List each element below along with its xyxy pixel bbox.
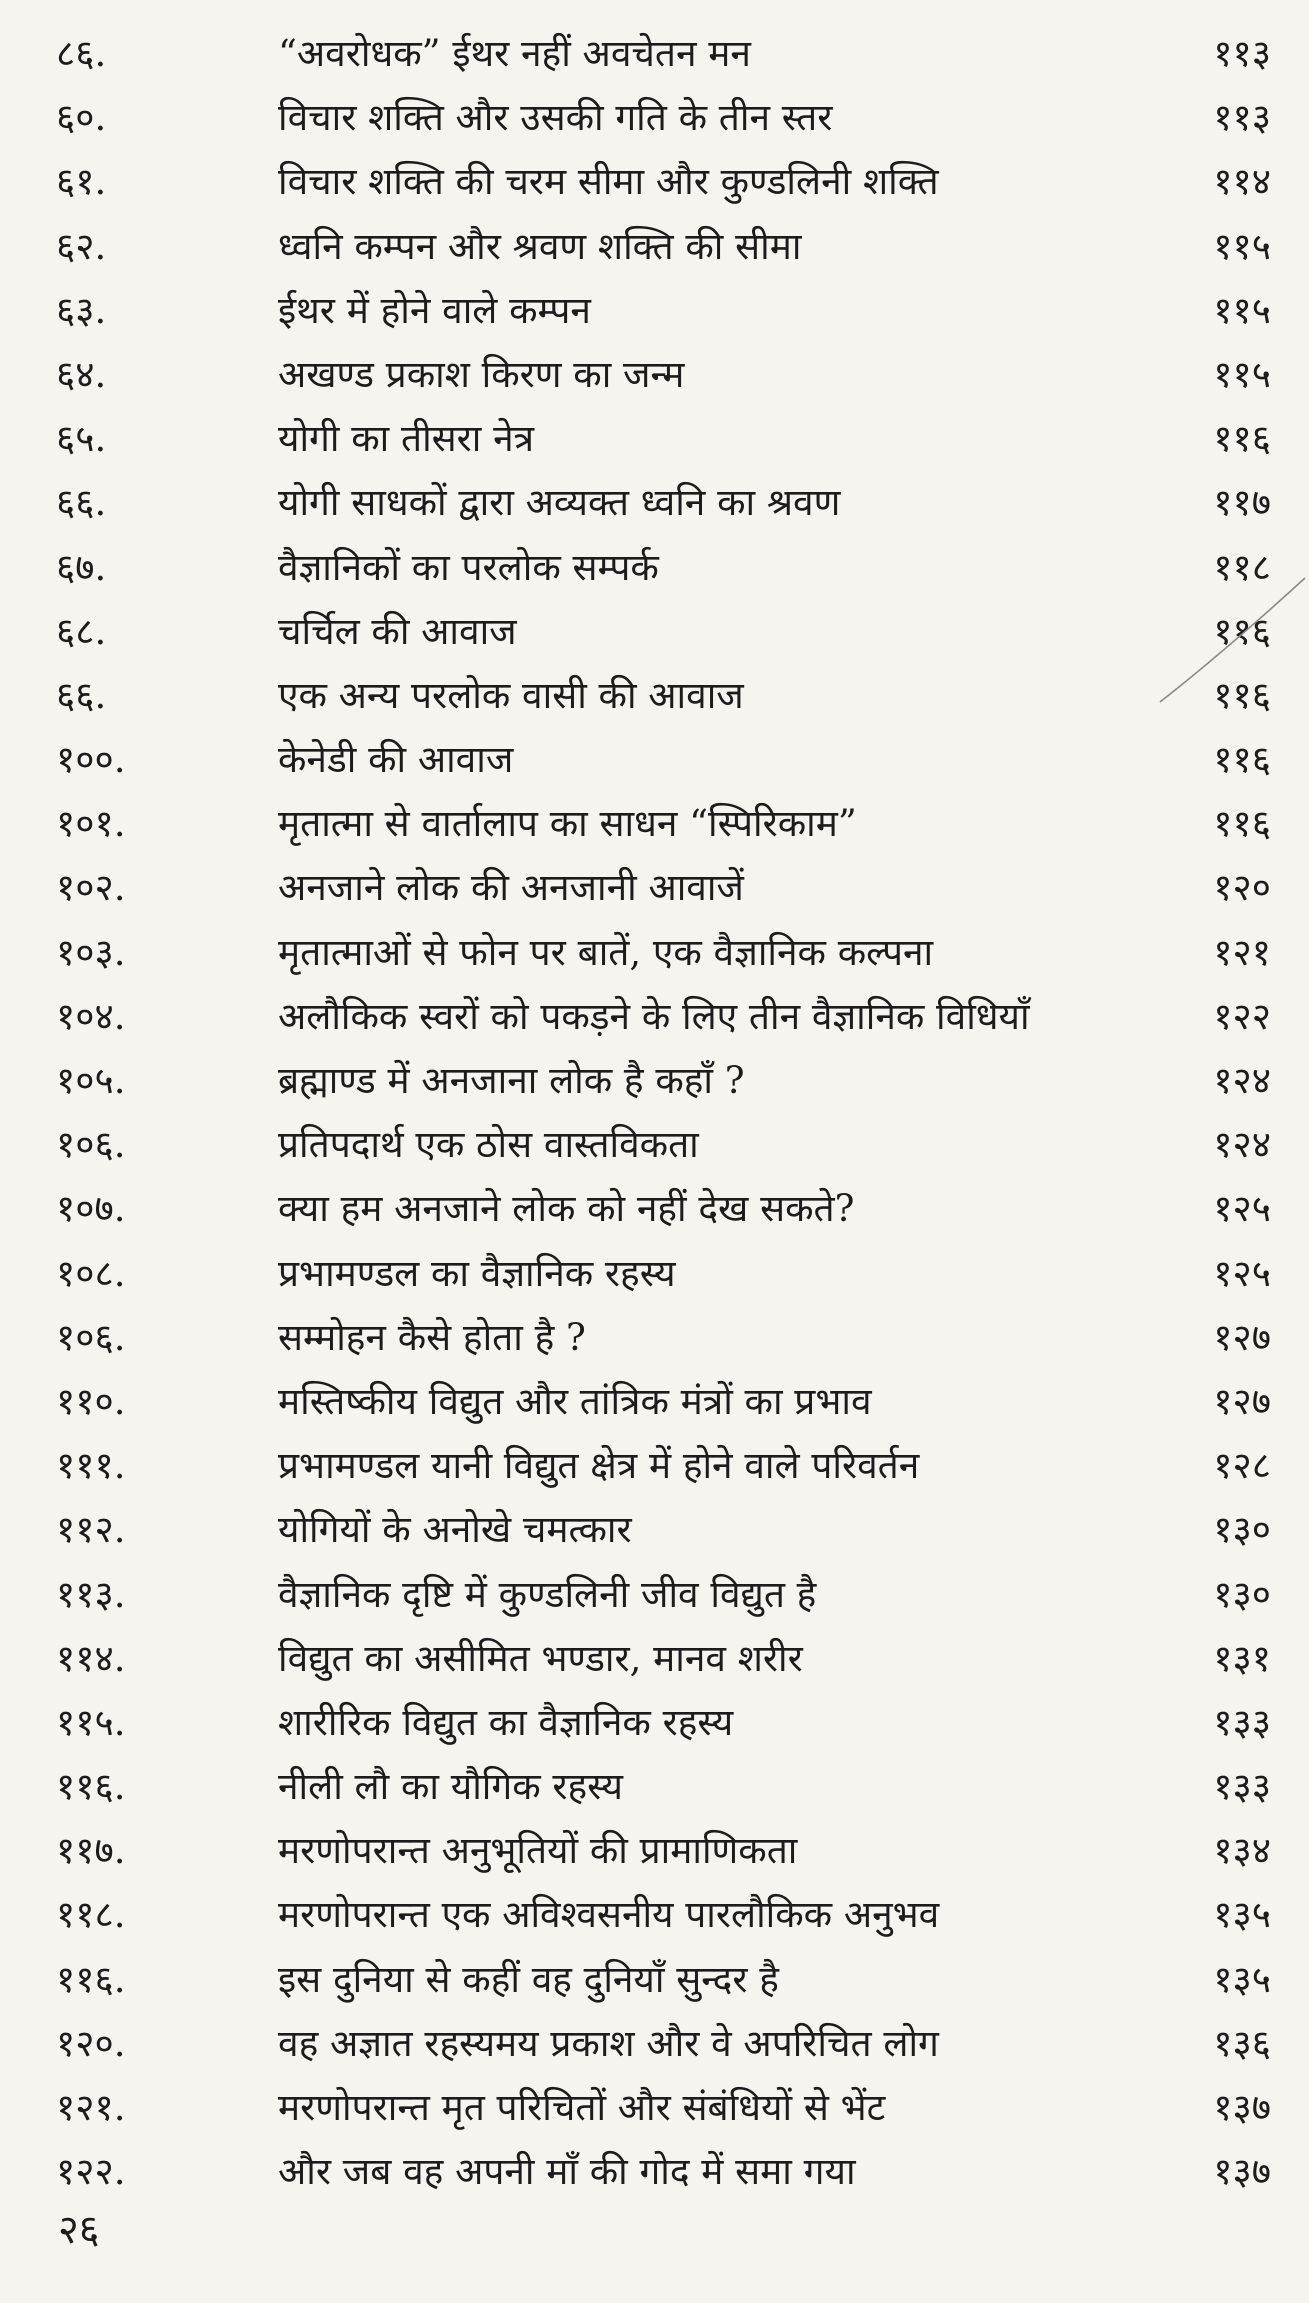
toc-entry	[0, 600, 1309, 664]
toc-entry-number: १२१.	[56, 2086, 126, 2129]
toc-entry-number: १०६.	[56, 1123, 126, 1167]
toc-entry-number: ६२.	[56, 224, 107, 268]
toc-entry-number: ११२.	[56, 1508, 126, 1552]
toc-entry	[0, 22, 1309, 86]
toc-entry-title: नीली लौ का यौगिक रहस्य	[278, 1765, 624, 1809]
toc-entry-page-number: ११५	[1213, 352, 1271, 396]
toc-entry	[0, 1819, 1309, 1883]
toc-entry-number: ६५.	[56, 417, 107, 461]
toc-entry-page-number: ११७	[1213, 481, 1271, 525]
toc-entry-title: प्रभामण्डल का वैज्ञानिक रहस्य	[278, 1251, 676, 1295]
toc-entry-number: १०५.	[56, 1059, 126, 1102]
toc-entry-title: ईथर में होने वाले कम्पन	[278, 288, 591, 332]
pencil-mark-icon	[1150, 570, 1309, 710]
toc-entry-number: ११४.	[56, 1636, 126, 1680]
toc-entry-page-number: ११६	[1213, 417, 1271, 461]
page-number-folio: २६	[58, 2207, 100, 2253]
toc-entry	[0, 1434, 1309, 1498]
toc-entry	[0, 279, 1309, 343]
toc-entry-number: ६०.	[56, 96, 107, 140]
toc-entry-title: क्या हम अनजाने लोक को नहीं देख सकते?	[278, 1187, 855, 1231]
toc-entry-page-number: १२५	[1213, 1187, 1271, 1231]
toc-entry-number: १०१.	[56, 802, 126, 846]
toc-entry	[0, 921, 1309, 985]
toc-entry-page-number: १३१	[1213, 1636, 1271, 1680]
toc-entry-number: १०२.	[56, 866, 126, 910]
toc-entry-page-number: १२८	[1213, 1444, 1271, 1488]
toc-entry-title: शारीरिक विद्युत का वैज्ञानिक रहस्य	[278, 1700, 734, 1744]
toc-entry-title: मरणोपरान्त अनुभूतियों की प्रामाणिकता	[278, 1829, 798, 1873]
toc-entry-page-number: ११५	[1213, 288, 1271, 332]
toc-entry-page-number: ११४	[1213, 160, 1271, 204]
toc-entry	[0, 728, 1309, 792]
toc-entry-title: ब्रह्माण्ड में अनजाना लोक है कहाँ ?	[278, 1059, 745, 1102]
toc-entry-title: चर्चिल की आवाज	[278, 609, 517, 653]
toc-entry-number: १०७.	[56, 1187, 126, 1231]
toc-entry-title: मरणोपरान्त मृत परिचितों और संबंधियों से भेंट	[278, 2086, 886, 2129]
toc-entry-number: ११८.	[56, 1893, 126, 1937]
toc-entry-page-number: १३४	[1213, 1829, 1271, 1873]
toc-entry-title: प्रभामण्डल यानी विद्युत क्षेत्र में होने वाले परिवर्तन	[278, 1444, 920, 1488]
toc-entry-number: ११६.	[56, 1957, 126, 2001]
toc-entry-page-number: १२४	[1213, 1059, 1271, 1102]
toc-entry	[0, 1948, 1309, 2012]
toc-entry-number: ८६.	[56, 32, 107, 75]
toc-entry-page-number: १३५	[1213, 1893, 1271, 1937]
toc-entry-page-number: १२०	[1213, 866, 1271, 910]
toc-entry-number: ६८.	[56, 609, 107, 653]
toc-entry-title: “अवरोधक” ईथर नहीं अवचेतन मन	[278, 32, 751, 75]
toc-entry	[0, 215, 1309, 279]
toc-entry	[0, 536, 1309, 600]
toc-entry-number: ११७.	[56, 1829, 126, 1873]
toc-entry-page-number: १३३	[1213, 1700, 1271, 1744]
toc-entry-number: ६७.	[56, 545, 107, 589]
toc-entry-page-number: ११६	[1213, 738, 1271, 782]
toc-entry-title: वह अज्ञात रहस्यमय प्रकाश और वे अपरिचित लोग	[278, 2021, 939, 2065]
toc-entry-number: १०६.	[56, 1315, 126, 1359]
toc-entry-number: ६१.	[56, 160, 107, 204]
toc-entry-number: १२०.	[56, 2021, 126, 2065]
toc-entry-title: इस दुनिया से कहीं वह दुनियाँ सुन्दर है	[278, 1957, 779, 2001]
toc-entry-number: ६४.	[56, 352, 107, 396]
toc-entry	[0, 343, 1309, 407]
toc-entry-number: १०८.	[56, 1251, 126, 1295]
toc-entry-title: अलौकिक स्वरों को पकड़ने के लिए तीन वैज्ञानिक विधियाँ	[278, 994, 1030, 1038]
toc-entry	[0, 1113, 1309, 1177]
toc-entry-page-number: १३५	[1213, 1957, 1271, 2001]
toc-entry-number: ६६.	[56, 481, 107, 525]
toc-entry-page-number: १२४	[1213, 1123, 1271, 1167]
toc-entry-title: योगी का तीसरा नेत्र	[278, 417, 535, 461]
toc-entry-page-number: १३०	[1213, 1572, 1271, 1616]
toc-entry-title: योगी साधकों द्वारा अव्यक्त ध्वनि का श्रवण	[278, 481, 841, 525]
toc-entry	[0, 150, 1309, 214]
toc-entry-title: विद्युत का असीमित भण्डार, मानव शरीर	[278, 1636, 803, 1680]
toc-entry-page-number: ११५	[1213, 224, 1271, 268]
toc-entry	[0, 86, 1309, 150]
toc-entry-title: मस्तिष्कीय विद्युत और तांत्रिक मंत्रों का प्रभाव	[278, 1379, 872, 1423]
toc-entry-title: ध्वनि कम्पन और श्रवण शक्ति की सीमा	[278, 224, 802, 268]
table-of-contents	[0, 22, 1309, 2204]
toc-entry-title: मृतात्मा से वार्तालाप का साधन “स्पिरिकाम”	[278, 802, 857, 846]
toc-entry-page-number: ११६	[1213, 609, 1271, 653]
toc-entry-number: १०४.	[56, 994, 126, 1038]
toc-entry-number: ११६.	[56, 1765, 126, 1809]
toc-entry-title: अनजाने लोक की अनजानी आवाजें	[278, 866, 744, 910]
toc-entry-title: सम्मोहन कैसे होता है ?	[278, 1315, 586, 1359]
toc-entry-page-number: ११३	[1213, 32, 1271, 75]
toc-entry-number: ६३.	[56, 288, 107, 332]
toc-entry-page-number: १३७	[1213, 2150, 1271, 2194]
toc-entry	[0, 471, 1309, 535]
toc-entry	[0, 1306, 1309, 1370]
toc-entry-page-number: १२१	[1213, 930, 1271, 974]
toc-entry-title: योगियों के अनोखे चमत्कार	[278, 1508, 632, 1552]
toc-entry	[0, 664, 1309, 728]
toc-entry-page-number: १२७	[1213, 1315, 1271, 1359]
toc-entry-number: ११३.	[56, 1572, 126, 1616]
toc-entry	[0, 985, 1309, 1049]
toc-entry	[0, 2140, 1309, 2204]
toc-entry	[0, 2012, 1309, 2076]
toc-entry-title: और जब वह अपनी माँ की गोद में समा गया	[278, 2150, 856, 2194]
toc-entry	[0, 1049, 1309, 1113]
toc-entry-title: प्रतिपदार्थ एक ठोस वास्तविकता	[278, 1123, 699, 1167]
toc-entry	[0, 1498, 1309, 1562]
toc-entry-page-number: १२२	[1213, 994, 1271, 1038]
toc-entry-page-number: १२५	[1213, 1251, 1271, 1295]
toc-entry-page-number: ११६	[1213, 802, 1271, 846]
toc-entry	[0, 1883, 1309, 1947]
toc-entry	[0, 1370, 1309, 1434]
toc-entry	[0, 2076, 1309, 2140]
toc-entry-number: ११०.	[56, 1379, 126, 1423]
toc-entry-title: वैज्ञानिक दृष्टि में कुण्डलिनी जीव विद्युत है	[278, 1572, 817, 1616]
toc-entry-title: अखण्ड प्रकाश किरण का जन्म	[278, 352, 685, 396]
toc-entry-title: वैज्ञानिकों का परलोक सम्पर्क	[278, 545, 659, 589]
toc-entry	[0, 407, 1309, 471]
toc-entry-title: केनेडी की आवाज	[278, 738, 514, 782]
toc-entry-number: १११.	[56, 1444, 126, 1488]
toc-entry-title: विचार शक्ति और उसकी गति के तीन स्तर	[278, 96, 833, 140]
toc-entry-title: एक अन्य परलोक वासी की आवाज	[278, 673, 744, 717]
toc-entry-page-number: १२७	[1213, 1379, 1271, 1423]
toc-entry	[0, 792, 1309, 856]
toc-entry-title: विचार शक्ति की चरम सीमा और कुण्डलिनी शक्ति	[278, 160, 939, 204]
toc-entry-page-number: ११६	[1213, 673, 1271, 717]
toc-entry-page-number: १३३	[1213, 1765, 1271, 1809]
toc-entry	[0, 1177, 1309, 1241]
toc-entry	[0, 1563, 1309, 1627]
toc-entry-number: १००.	[56, 738, 126, 782]
toc-entry-title: मृतात्माओं से फोन पर बातें, एक वैज्ञानिक कल्पना	[278, 930, 934, 974]
toc-entry-number: १०३.	[56, 930, 126, 974]
toc-entry	[0, 1691, 1309, 1755]
toc-entry	[0, 856, 1309, 920]
toc-entry-number: १२२.	[56, 2150, 126, 2194]
toc-entry-page-number: १३७	[1213, 2086, 1271, 2129]
toc-entry-title: मरणोपरान्त एक अविश्वसनीय पारलौकिक अनुभव	[278, 1893, 940, 1937]
toc-entry-page-number: १३०	[1213, 1508, 1271, 1552]
toc-entry	[0, 1242, 1309, 1306]
toc-entry	[0, 1755, 1309, 1819]
toc-entry-page-number: १३६	[1213, 2021, 1271, 2065]
toc-entry-number: ११५.	[56, 1700, 126, 1744]
toc-entry-page-number: ११८	[1213, 545, 1271, 589]
toc-entry	[0, 1627, 1309, 1691]
toc-entry-page-number: ११३	[1213, 96, 1271, 140]
toc-entry-number: ६६.	[56, 673, 107, 717]
